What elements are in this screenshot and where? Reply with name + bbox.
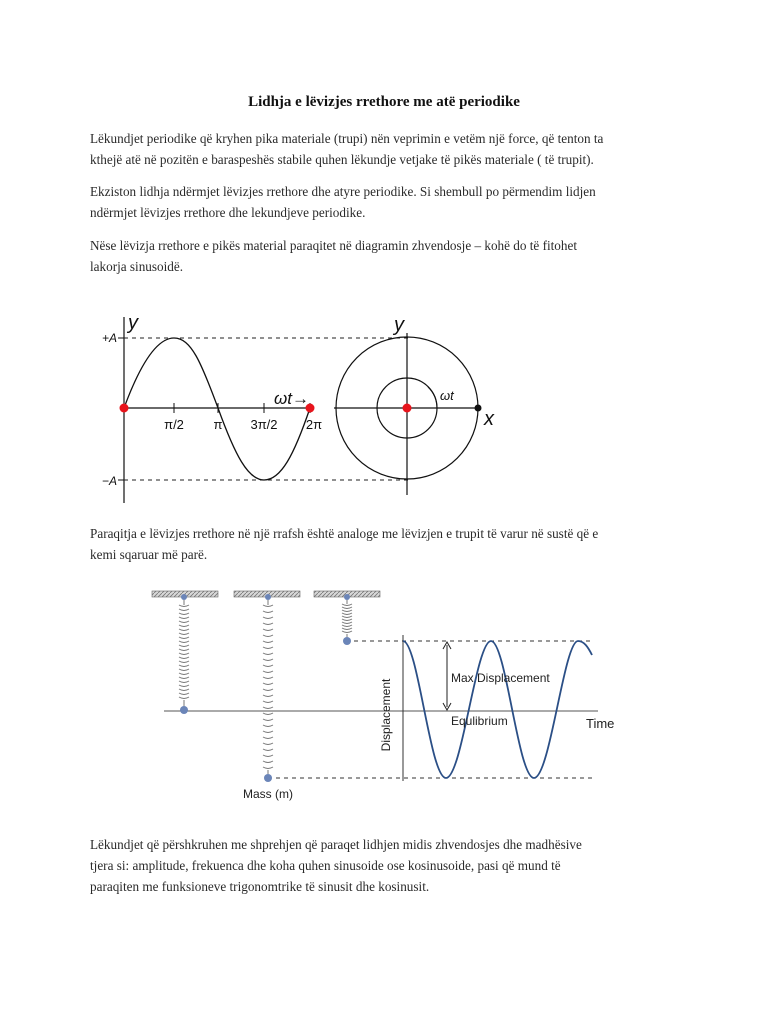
paragraph-line: Paraqitja e lëvizjes rrethore në një rrafsh është analoge me lëvizjen e trupit të varur në sustë që e — [90, 526, 599, 541]
displacement-axis-label: Displacement — [379, 678, 393, 752]
paragraph-2 — [90, 181, 690, 223]
paragraph-line: Nëse lëvizja rrethore e pikës material paraqitet në diagramin zhvendosje – kohë do të fitohet — [90, 238, 578, 253]
displacement-curve — [403, 641, 592, 778]
plus-a-label: +A — [102, 331, 118, 345]
tick-label-2pi: 2π — [305, 417, 323, 432]
paragraph-line: ndërmjet lëvizjes rrethore dhe lekundjeve periodike. — [90, 205, 366, 220]
circle-y-label: y — [394, 314, 404, 336]
circle-omega-t-label: ωt — [440, 388, 454, 403]
equilibrium-label: Equlibrium — [451, 714, 508, 728]
paragraph-line: Lëkundjet që përshkruhen me shprehjen që paraqet lidhjen midis zhvendosjes dhe madhësive — [90, 837, 582, 852]
mass-label: Mass (m) — [243, 787, 293, 801]
y-axis-label: y — [128, 312, 138, 334]
sine-curve — [124, 338, 310, 480]
paragraph-line: paraqiten me funksioneve trigonomtrike të sinusit dhe kosinusit. — [90, 879, 430, 894]
spring-anchor — [181, 594, 187, 600]
page-title: Lidhja e lëvizjes rrethore me atë periodike — [248, 94, 520, 110]
circle-center-point — [403, 404, 412, 413]
start-point — [120, 404, 129, 413]
paragraph-3 — [90, 235, 690, 277]
paragraph-4 — [90, 523, 690, 565]
mass-ball-1 — [180, 706, 188, 714]
rotating-point — [475, 405, 482, 412]
mass-ball-3 — [343, 637, 351, 645]
tick-label-pi-half: π/2 — [164, 417, 184, 432]
paragraph-line: Ekziston lidhja ndërmjet lëvizjes rrethore dhe atyre periodike. Si shembull po përmendim lidjen — [90, 184, 596, 199]
spring-displacement-figure — [150, 585, 620, 810]
spring-coil-2 — [263, 600, 273, 774]
max-displacement-label: Max Displacement — [451, 671, 550, 685]
paragraph-line: tjera si: amplitude, frekuenca dhe koha quhen sinusoide ose kosinusoide, pasi që mund të — [90, 858, 561, 873]
tick-label-3pi-half: 3π/2 — [250, 417, 278, 432]
time-label: Time — [586, 716, 615, 731]
spring-coil-1 — [179, 600, 189, 707]
paragraph-1 — [90, 128, 690, 170]
mass-ball-2 — [264, 774, 272, 782]
circle-x-label: x — [484, 408, 494, 430]
paragraph-line: kemi sqaruar më parë. — [90, 547, 208, 562]
tick-label-pi: π — [213, 417, 223, 432]
paragraph-5 — [90, 834, 690, 897]
minus-a-label: −A — [102, 474, 118, 488]
paragraph-line: lakorja sinusoidë. — [90, 259, 184, 274]
spring-coil-3 — [342, 600, 352, 637]
omega-t-label: ωt→ — [274, 389, 309, 408]
circular-motion-figure — [88, 305, 508, 505]
paragraph-line: kthejë atë në pozitën e baraspeshës stabile quhen lëkundje vetjake të pikës materiale ( të trupit). — [90, 152, 594, 167]
paragraph-line: Lëkundjet periodike që kryhen pika materiale (trupi) nën veprimin e vetëm një force, që tenton ta — [90, 131, 604, 146]
spring-anchor — [344, 594, 350, 600]
spring-anchor — [265, 594, 271, 600]
